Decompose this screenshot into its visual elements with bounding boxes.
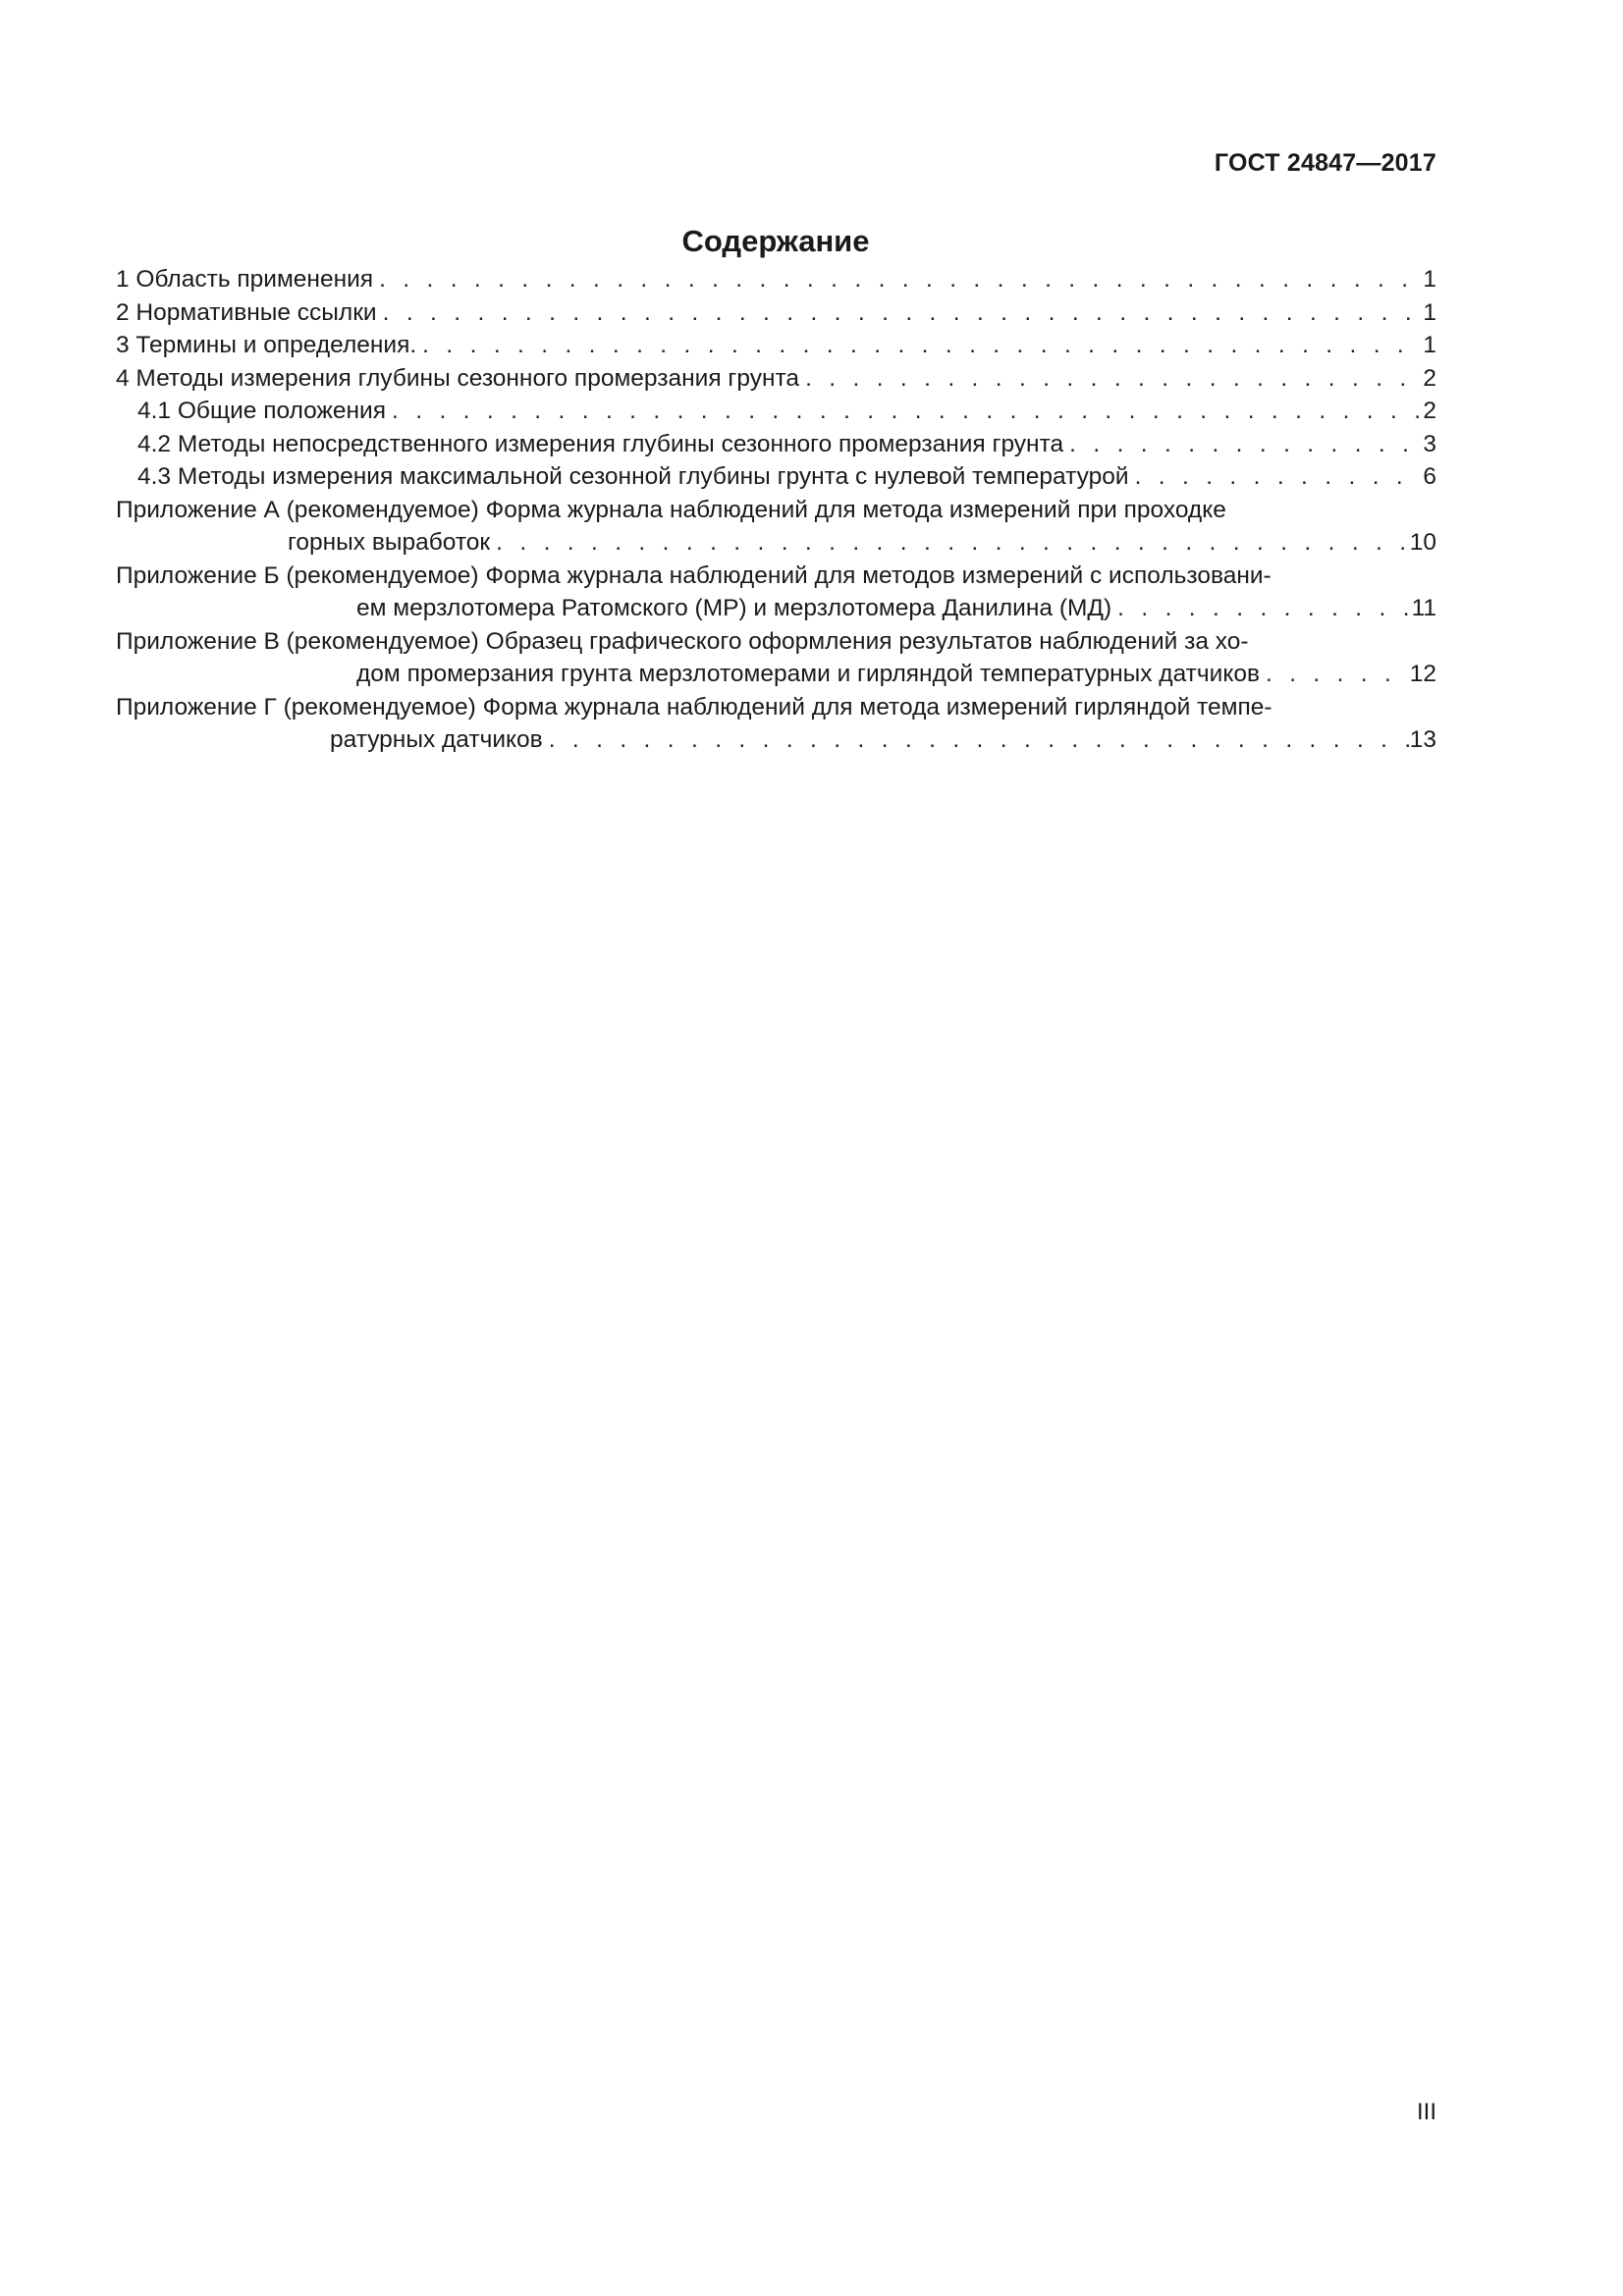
toc-entry-page: 2: [1423, 398, 1436, 424]
toc-entry-page: 6: [1423, 463, 1436, 490]
toc-appendix-b[interactable]: [116, 560, 1436, 625]
toc-title: Содержание: [681, 224, 870, 258]
toc-entry-title: 1 Область применения: [116, 266, 374, 293]
toc-entry-title: 4.2 Методы непосредственного измерения глубины сезонного промерзания грунта: [137, 430, 1064, 457]
toc-appendix-title-cont: горных выработок: [288, 529, 491, 556]
dot-leader: [1069, 428, 1419, 461]
dot-leader: [1266, 658, 1410, 691]
toc-entry-2[interactable]: [116, 296, 1436, 330]
toc-appendix-g[interactable]: [116, 691, 1436, 757]
toc-entry-title: 4.3 Методы измерения максимальной сезонной глубины грунта с нулевой температурой: [137, 463, 1129, 490]
dot-leader: [496, 526, 1410, 560]
toc-entry-page: 13: [1409, 726, 1436, 753]
toc-entry-4-2[interactable]: [116, 428, 1436, 461]
toc-appendix-title-cont: ратурных датчиков: [330, 726, 543, 753]
toc-appendix-title: Приложение А (рекомендуемое) Форма журнала наблюдений для метода измерений при проходке: [116, 496, 1226, 523]
toc-appendix-title-cont: ем мерзлотомера Ратомского (МР) и мерзлотомера Данилина (МД): [356, 595, 1112, 621]
toc-entry-title: 3 Термины и определения.: [116, 332, 417, 358]
toc-appendix-title-cont: дом промерзания грунта мерзлотомерами и гирляндой температурных датчиков: [356, 661, 1260, 687]
toc-appendix-v[interactable]: [116, 625, 1436, 691]
toc-entry-1[interactable]: [116, 263, 1436, 296]
dot-leader: [383, 296, 1419, 330]
toc-appendix-title: Приложение Г (рекомендуемое) Форма журнала наблюдений для метода измерений гирляндой темпе-: [116, 693, 1272, 721]
toc-appendix-title: Приложение Б (рекомендуемое) Форма журнала наблюдений для методов измерений с использовани-: [116, 561, 1271, 589]
dot-leader: [1117, 592, 1411, 625]
table-of-contents: [116, 263, 1436, 757]
toc-entry-page: 1: [1423, 298, 1436, 326]
toc-entry-4-1[interactable]: [116, 395, 1436, 428]
dot-leader: [392, 395, 1419, 428]
toc-entry-page: 11: [1411, 595, 1436, 621]
toc-entry-title: 4 Методы измерения глубины сезонного промерзания грунта: [116, 364, 800, 392]
dot-leader: [805, 362, 1419, 396]
toc-entry-page: 1: [1423, 332, 1436, 358]
toc-entry-page: 3: [1423, 430, 1436, 457]
toc-entry-page: 12: [1409, 661, 1436, 687]
toc-entry-4-3[interactable]: [116, 460, 1436, 494]
standard-number: ГОСТ 24847—2017: [1214, 149, 1436, 177]
toc-entry-3[interactable]: [116, 329, 1436, 362]
dot-leader: [549, 723, 1410, 757]
toc-entry-page: 2: [1423, 364, 1436, 392]
dot-leader: [379, 263, 1419, 296]
dot-leader: [1135, 460, 1419, 494]
toc-entry-title: 2 Нормативные ссылки: [116, 298, 377, 326]
toc-entry-4[interactable]: [116, 362, 1436, 396]
toc-appendix-title: Приложение В (рекомендуемое) Образец графического оформления результатов наблюдений за хо-: [116, 627, 1249, 655]
toc-entry-page: 10: [1409, 529, 1436, 556]
toc-appendix-a[interactable]: [116, 494, 1436, 560]
toc-entry-page: 1: [1423, 266, 1436, 293]
page-number: III: [1416, 2099, 1436, 2125]
dot-leader: [422, 329, 1419, 362]
toc-entry-title: 4.1 Общие положения: [137, 398, 387, 424]
